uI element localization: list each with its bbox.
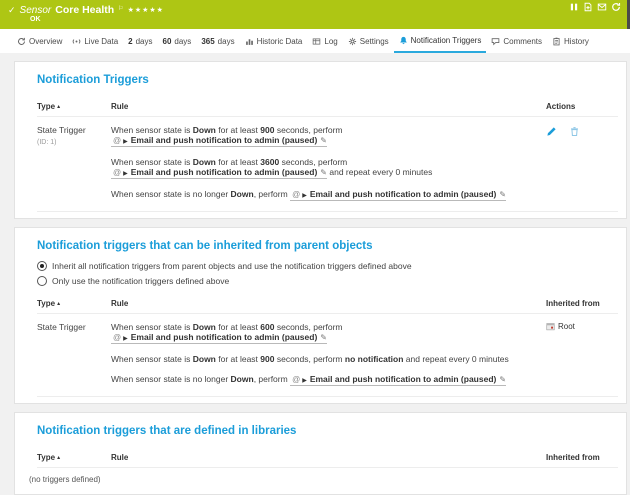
rule-emphasis: Down bbox=[230, 374, 254, 384]
flag-icon: ⚐ bbox=[118, 6, 124, 12]
edit-trigger-button[interactable] bbox=[546, 126, 557, 137]
notification-link[interactable] bbox=[111, 135, 327, 147]
table-header bbox=[37, 450, 618, 468]
rule-emphasis: Down bbox=[192, 322, 216, 332]
content-area bbox=[0, 53, 630, 495]
rule-emphasis: 900 bbox=[260, 125, 275, 135]
no-triggers-message: (no triggers defined) bbox=[29, 475, 101, 484]
trigger-type-cell: State Trigger (ID: 1) bbox=[37, 125, 107, 211]
column-rule: Rule bbox=[111, 102, 129, 111]
rule-emphasis: Down bbox=[192, 354, 216, 364]
inherited-from-cell bbox=[546, 322, 618, 396]
column-rule: Rule bbox=[111, 453, 129, 462]
settings-icon bbox=[348, 37, 357, 46]
tab-label: Log bbox=[324, 36, 338, 46]
contact-icon: @ bbox=[292, 190, 301, 199]
overview-icon bbox=[17, 37, 26, 46]
table-header bbox=[37, 99, 618, 117]
tab-label: Settings bbox=[359, 36, 389, 46]
edit-icon[interactable]: ✎ bbox=[499, 375, 507, 384]
panel-notification-triggers bbox=[14, 61, 627, 219]
tab-number: 60 bbox=[162, 36, 172, 46]
tab-2-days[interactable] bbox=[123, 29, 157, 53]
trigger-id: (ID: 1) bbox=[37, 139, 57, 146]
history-icon bbox=[552, 37, 561, 46]
notification-link[interactable] bbox=[111, 167, 327, 179]
edit-icon[interactable]: ✎ bbox=[320, 168, 327, 177]
log-icon bbox=[312, 37, 321, 46]
rule-emphasis: 3600 bbox=[260, 157, 280, 167]
arrow-icon: ▶ bbox=[302, 193, 307, 199]
contact-icon: @ bbox=[113, 168, 122, 177]
trigger-rule: When sensor state is Down for at least 600 seconds, perform @ ▶ Email and push notification to admin (paused) ✎ bbox=[111, 322, 343, 342]
tab-label: days bbox=[135, 36, 153, 46]
radio-selected-icon bbox=[37, 261, 47, 271]
column-type[interactable]: Type ▴ bbox=[37, 102, 61, 111]
trigger-rule: When sensor state is no longer Down, perform @ ▶ Email and push notification to admin (paused) ✎ bbox=[111, 374, 507, 384]
panel-inherited-triggers bbox=[14, 227, 627, 404]
tab-notification-triggers[interactable] bbox=[394, 29, 487, 53]
tab-overview[interactable] bbox=[12, 29, 67, 53]
trigger-rules-cell bbox=[111, 125, 542, 211]
notification-name[interactable]: Email and push notification to admin (paused) bbox=[130, 135, 318, 145]
tab-number: 365 bbox=[201, 36, 215, 46]
refresh-icon[interactable] bbox=[611, 2, 621, 12]
edit-icon[interactable]: ✎ bbox=[320, 136, 327, 145]
tab-label: days bbox=[217, 36, 235, 46]
trigger-rules-cell bbox=[111, 322, 542, 396]
livedata-icon bbox=[72, 37, 81, 46]
tab-settings[interactable] bbox=[343, 29, 394, 53]
panel-title: Notification Triggers bbox=[37, 74, 149, 86]
status-badge: OK bbox=[30, 16, 41, 23]
column-type[interactable]: Type ▴ bbox=[37, 299, 61, 308]
tab-bar bbox=[0, 29, 630, 53]
historic-icon bbox=[245, 37, 254, 46]
add-icon[interactable] bbox=[583, 2, 593, 12]
tab-comments[interactable] bbox=[486, 29, 547, 53]
bell-icon bbox=[399, 36, 408, 45]
trigger-rule: When sensor state is Down for at least 900 seconds, perform no notification and repeat every 0 minutes bbox=[111, 354, 509, 364]
arrow-icon: ▶ bbox=[123, 336, 128, 342]
object-type-label: Sensor bbox=[19, 5, 52, 16]
column-actions: Actions bbox=[546, 102, 576, 111]
pause-icon[interactable] bbox=[569, 2, 579, 12]
contact-icon: @ bbox=[113, 333, 122, 342]
arrow-icon: ▶ bbox=[123, 139, 128, 145]
radio-unselected-icon bbox=[37, 276, 47, 286]
root-object-icon bbox=[546, 322, 555, 331]
sort-asc-icon: ▴ bbox=[57, 301, 61, 307]
table-row bbox=[37, 117, 618, 212]
arrow-icon: ▶ bbox=[123, 171, 128, 177]
trigger-rule: When sensor state is Down for at least 900 seconds, perform @ ▶ Email and push notification to admin (paused) ✎ bbox=[111, 125, 343, 145]
column-rule: Rule bbox=[111, 299, 129, 308]
tab-label: days bbox=[174, 36, 192, 46]
contact-icon: @ bbox=[292, 375, 301, 384]
panel-title: Notification triggers that are defined in libraries bbox=[37, 425, 297, 437]
rule-emphasis: 900 bbox=[260, 354, 275, 364]
notification-link[interactable] bbox=[290, 189, 506, 201]
rule-emphasis: no notification bbox=[344, 354, 404, 364]
tab-60-days[interactable] bbox=[158, 29, 197, 53]
table-row bbox=[37, 314, 618, 397]
rule-emphasis: Down bbox=[230, 189, 254, 199]
tab-365-days[interactable] bbox=[196, 29, 239, 53]
arrow-icon: ▶ bbox=[302, 378, 307, 384]
panel-title: Notification triggers that can be inherited from parent objects bbox=[37, 240, 373, 252]
edit-icon[interactable]: ✎ bbox=[499, 190, 507, 199]
rule-emphasis: Down bbox=[192, 157, 216, 167]
root-link[interactable]: Root bbox=[546, 322, 618, 331]
sort-asc-icon: ▴ bbox=[57, 455, 61, 461]
notification-link[interactable] bbox=[111, 332, 327, 344]
edit-icon[interactable]: ✎ bbox=[320, 333, 327, 342]
rule-emphasis: Down bbox=[192, 125, 216, 135]
notification-name[interactable]: Email and push notification to admin (paused) bbox=[130, 167, 318, 177]
notification-name[interactable]: Email and push notification to admin (paused) bbox=[130, 332, 318, 342]
tab-label: History bbox=[564, 36, 589, 46]
tab-label: Live Data bbox=[84, 36, 119, 46]
tab-label: Historic Data bbox=[256, 36, 303, 46]
inherit-options bbox=[37, 261, 618, 286]
tab-history[interactable] bbox=[547, 29, 594, 53]
sensor-header bbox=[0, 0, 630, 29]
tab-number: 2 bbox=[128, 36, 133, 46]
comments-icon bbox=[491, 37, 500, 46]
sort-asc-icon: ▴ bbox=[57, 104, 61, 110]
contact-icon: @ bbox=[113, 136, 122, 145]
delete-trigger-button[interactable] bbox=[569, 126, 580, 137]
tab-log[interactable] bbox=[307, 29, 342, 53]
tab-label: Comments bbox=[503, 36, 543, 46]
priority-stars[interactable]: ★★★★★ bbox=[127, 7, 164, 14]
topbar-icons bbox=[569, 2, 621, 12]
tab-historic-data[interactable] bbox=[240, 29, 308, 53]
radio-only-own[interactable]: Only use the notification triggers defined above bbox=[37, 276, 618, 286]
trigger-rule: When sensor state is Down for at least 3600 seconds, perform @ ▶ Email and push notification to admin (paused) ✎ and repeat every 0 minutes bbox=[111, 157, 433, 177]
notification-link[interactable] bbox=[290, 374, 506, 386]
tab-live-data[interactable] bbox=[67, 29, 123, 53]
table-header bbox=[37, 296, 618, 314]
trigger-rule: When sensor state is no longer Down, perform @ ▶ Email and push notification to admin (paused) ✎ bbox=[111, 189, 507, 199]
sensor-title-row bbox=[0, 0, 630, 16]
column-inherited-from: Inherited from bbox=[546, 453, 600, 462]
page-title: Core Health bbox=[55, 4, 115, 16]
trigger-type-cell: State Trigger bbox=[37, 322, 86, 332]
tab-label: Notification Triggers bbox=[410, 35, 482, 45]
radio-inherit-all[interactable]: Inherit all notification triggers from parent objects and use the notification triggers defined above bbox=[37, 261, 618, 271]
column-inherited-from: Inherited from bbox=[546, 299, 600, 308]
notification-name[interactable]: Email and push notification to admin (paused) bbox=[309, 189, 497, 199]
rule-emphasis: 600 bbox=[260, 322, 275, 332]
panel-library-triggers bbox=[14, 412, 627, 495]
mail-icon[interactable] bbox=[597, 2, 607, 12]
column-type[interactable]: Type ▴ bbox=[37, 453, 61, 462]
status-check-icon: ✓ bbox=[8, 5, 16, 15]
notification-name[interactable]: Email and push notification to admin (paused) bbox=[309, 374, 497, 384]
tab-label: Overview bbox=[29, 36, 63, 46]
trigger-actions-cell bbox=[546, 125, 618, 211]
